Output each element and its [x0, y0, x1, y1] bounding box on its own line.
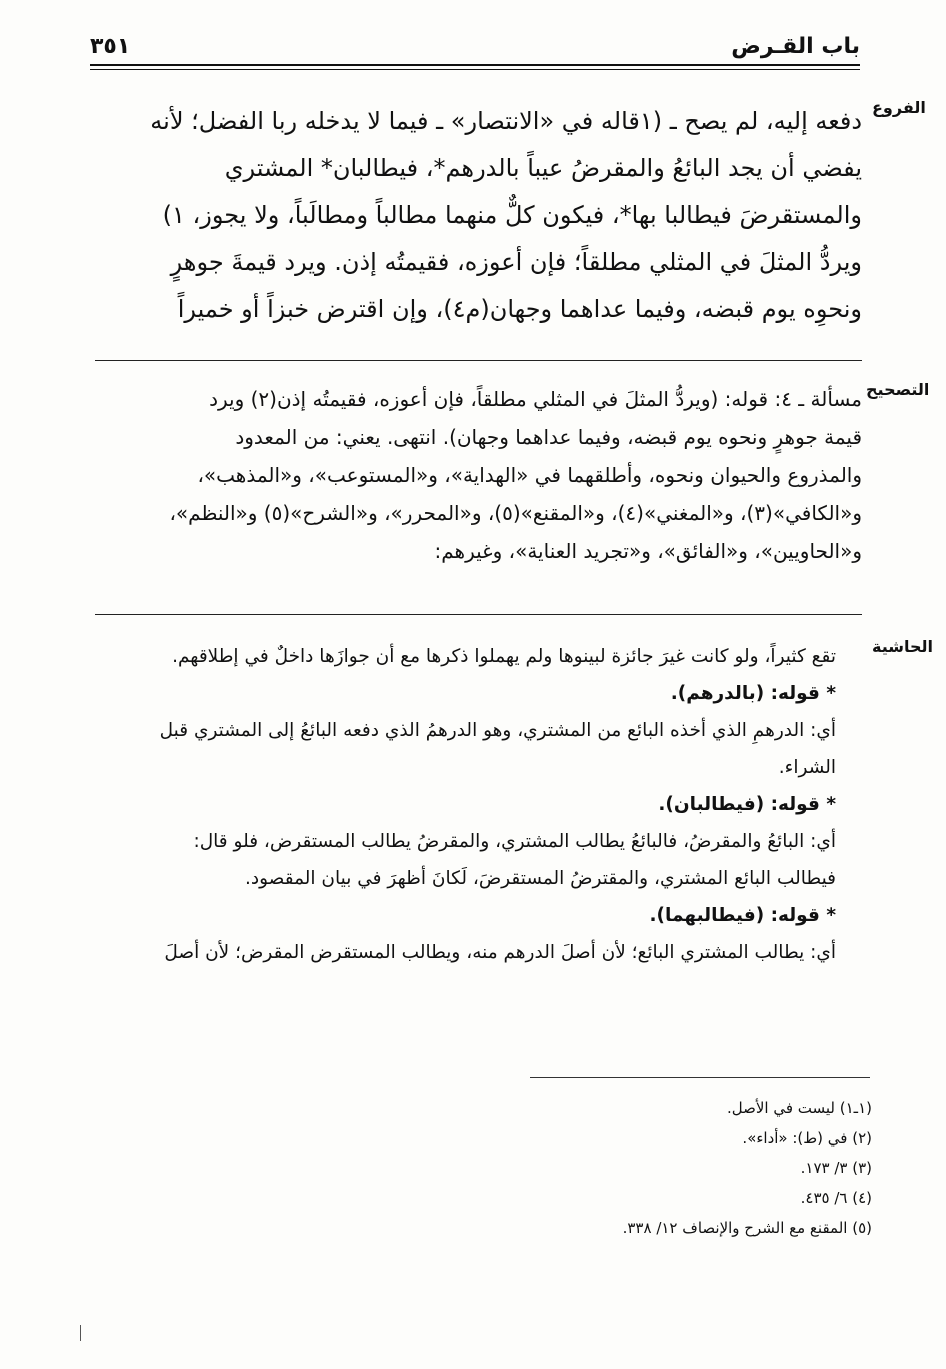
footnote-rule — [530, 1077, 870, 1078]
hashiya-heading: * قوله: (بالدرهم). — [670, 683, 836, 704]
footnote: (٥) المقنع مع الشرح والإنصاف ١٢/ ٣٣٨. — [622, 1219, 872, 1237]
tashih-line: قيمة جوهرٍ ونحوه يوم قبضه، وفيما عداهما وجهان). انتهى. يعني: من المعدود — [235, 425, 862, 449]
tashih-line: و«الكافي»(٣)، و«المغني»(٤)، و«المقنع»(٥)، و«المحرر»، و«الشرح»(٥) و«النظم»، — [169, 501, 862, 525]
section-divider — [95, 614, 862, 615]
hashiya-line: تقع كثيراً، ولو كانت غيرَ جائزة لبينوها ولم يهملوا ذكرها مع أن جوازَها داخلٌ في إطلاقهم. — [172, 646, 836, 667]
hashiya-line: فيطالب البائع المشتري، والمقترضُ المستقرضَ، لَكانَ أظهرَ في بيان المقصود. — [245, 868, 836, 889]
section-label-tashih: التصحيح — [866, 380, 930, 399]
section-label-furu: الفروع — [872, 98, 926, 117]
margin-mark — [80, 1325, 81, 1341]
furu-line: دفعه إليه، لم يصح ـ (١قاله في «الانتصار» ـ فيما لا يدخله ربا الفضل؛ لأنه — [150, 107, 862, 135]
page-header — [90, 30, 860, 64]
chapter-title: باب القـرض — [731, 34, 860, 59]
footnote: (٤) ٦/ ٤٣٥. — [800, 1189, 872, 1207]
tashih-line: والمذروع والحيوان ونحوه، وأطلقهما في «الهداية»، و«المستوعب»، و«المذهب»، — [197, 463, 862, 487]
furu-line: والمستقرضَ فيطالبا بها*، فيكون كلٌّ منهما مطالباً ومطالَباً، ولا يجوز، ١) — [162, 201, 862, 229]
hashiya-line: أي: الدرهمِ الذي أخذه البائع من المشتري، وهو الدرهمُ الذي دفعه البائعُ إلى المشتري قبل — [159, 720, 836, 741]
footnote: (٣) ٣/ ١٧٣. — [800, 1159, 872, 1177]
tashih-line: مسألة ـ ٤: قوله: (ويردُّ المثلَ في المثلي مطلقاً، فإن أعوزه، فقيمتُه إذن(٢) ويرد — [209, 387, 862, 411]
hashiya-heading: * قوله: (فيطالبهما). — [649, 905, 836, 926]
hashiya-line: أي: البائعُ والمقرضُ، فالبائعُ يطالب المشتري، والمقرضُ يطالب المستقرض، فلو قال: — [193, 831, 836, 852]
hashiya-text — [100, 638, 836, 971]
furu-line: ويردُّ المثلَ في المثلي مطلقاً؛ فإن أعوزه، فقيمتُه إذن. ويرد قيمةَ جوهرٍ — [170, 248, 862, 276]
hashiya-line: أي: يطالب المشتري البائع؛ لأن أصلَ الدرهم منه، ويطالب المستقرض المقرض؛ لأن أصلَ — [164, 942, 836, 963]
section-divider — [95, 360, 862, 361]
footnote: (١ـ١) ليست في الأصل. — [726, 1099, 872, 1117]
furu-line: ونحوِه يوم قبضه، وفيما عداهما وجهان(م٤)، وإن اقترض خبزاً أو خميراً — [177, 295, 862, 323]
furu-text — [96, 98, 862, 333]
page-number: ٣٥١ — [90, 34, 131, 59]
hashiya-heading: * قوله: (فيطالبان). — [658, 794, 836, 815]
header-rule — [90, 64, 860, 70]
tashih-line: و«الحاويين»، و«الفائق»، و«تجريد العناية»، وغيرهم: — [434, 539, 862, 563]
footnotes — [500, 1093, 872, 1243]
section-label-hashiya: الحاشية — [872, 637, 933, 656]
footnote: (٢) في (ط): «أداء». — [742, 1129, 872, 1147]
furu-line: يفضي أن يجد البائعُ والمقرضُ عيباً بالدرهم*، فيطالبان* المشتري — [224, 154, 862, 182]
hashiya-line: الشراء. — [778, 757, 836, 778]
tashih-text — [96, 380, 862, 570]
